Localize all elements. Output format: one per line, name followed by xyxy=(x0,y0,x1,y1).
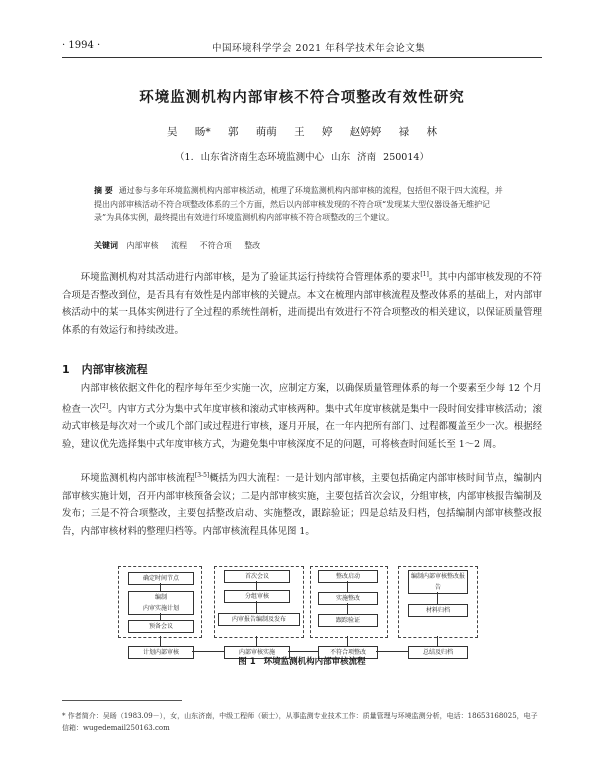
connector xyxy=(288,651,318,652)
connector xyxy=(192,651,224,652)
intro-text: 环境监测机构对其活动进行内部审核，是为了验证其运行持续符合管理体系的要求 xyxy=(80,272,421,284)
figure-caption xyxy=(62,655,542,667)
para2-text: 环境监测机构内部审核流程 xyxy=(80,473,195,485)
figure-number: 图 1 xyxy=(238,657,256,667)
keyword: 不符合项 xyxy=(199,241,232,250)
section-number: 1 xyxy=(62,363,70,376)
paper-title: 环境监测机构内部审核不符合项整改有效性研究 xyxy=(139,90,465,106)
keyword: 整改 xyxy=(244,241,261,250)
authors: 吴 旸* 郭 萌萌 王 婷 赵婷婷 禄 林 xyxy=(167,126,437,138)
connector xyxy=(160,636,161,646)
keywords xyxy=(94,240,510,251)
flow-label-box: 不符合项整改 xyxy=(318,646,378,659)
flow-label-box: 内部审核实施 xyxy=(224,646,290,659)
section-title: 内部审核流程 xyxy=(81,363,148,376)
connector xyxy=(437,592,438,604)
connector xyxy=(256,581,257,590)
connector xyxy=(256,636,257,646)
citation: [3-5] xyxy=(194,472,210,479)
flow-box-line: 编制 xyxy=(154,594,167,601)
flow-box: 预备会议 xyxy=(128,620,194,633)
intro-text-cont: 。其中内部审核发现的不符合项是否整改到位，是否具有有效性是内部审核的关键点。本文在梳理内部审核流程及整改体系的基础上，对内部审核活动中的某一具体实例进行了全过程的系统性剖析，进而提出有效进行不符合项整改的相关建议，以保证质量管理体系的有效运行和持续改进。 xyxy=(62,272,542,336)
flow-box-line: 内审实施计划 xyxy=(142,605,179,612)
flow-box xyxy=(128,591,194,615)
para1-text: 内部审核依据文件化的程序每年至少实施一次，应制定方案，以确保质量管理体系的每一个要素至少每 12 个月检查一次 xyxy=(62,383,542,415)
figure-caption-text: 环境监测机构内部审核流程 xyxy=(263,657,366,667)
page-number: · 1994 · xyxy=(62,40,101,51)
section-heading xyxy=(62,361,148,377)
connector xyxy=(347,603,348,614)
flow-label-box: 计划内部审核 xyxy=(128,646,194,659)
paragraph-2 xyxy=(62,467,542,541)
flow-box: 确定时间节点 xyxy=(128,572,194,585)
abstract-text: 通过参与多年环境监测机构内部审核活动，梳理了环境监测机构内部审核的流程，包括但不限于四大流程，并提出内部审核活动不符合项整改体系的三个方面，然后以内部审核发现的不符合项“发现某大型仪器设备无维护记录”为具体实例，最终提出有效进行环境监测机构内部审核不符合项整改的三个建议。 xyxy=(94,186,503,223)
connector xyxy=(347,581,348,592)
keyword: 内部审核 xyxy=(126,241,159,250)
flow-box: 实施整改 xyxy=(318,592,378,605)
intro-paragraph xyxy=(62,266,542,340)
flow-box: 首次会议 xyxy=(224,570,290,583)
connector xyxy=(256,601,257,613)
flow-box: 跟踪验证 xyxy=(318,614,378,627)
running-title: 中国环境科学学会 2021 年科学技术年会论文集 xyxy=(212,43,426,54)
abstract xyxy=(94,184,510,225)
connector xyxy=(376,651,408,652)
flow-box: 整改启动 xyxy=(318,570,378,583)
flow-box: 材料归档 xyxy=(408,604,468,617)
flow-label-box: 总结及归档 xyxy=(408,646,468,659)
connector xyxy=(160,583,161,591)
paragraph-1 xyxy=(62,380,542,454)
para2-text-cont: 概括为四大流程：一是计划内部审核，主要包括确定内部审核时间节点，编制内部审核实施计划，召开内部审核预备会议；二是内部审核实施，主要包括首次会议，分组审核，内部审核报告编制及发布；三是不符合项整改，主要包括整改启动、实施整改，跟踪验证；四是总结及归档，包括编制内部审核整改报告，内部审核材料的整理归档等。内部审核流程具体见图 1。 xyxy=(62,473,542,537)
keywords-label: 关键词 xyxy=(94,241,118,250)
flow-box: 内审报告编制及发布 xyxy=(218,613,300,626)
flowchart xyxy=(116,566,486,686)
keyword: 流程 xyxy=(171,241,188,250)
footnote: * 作者简介：吴旸（1983.09－），女，山东济南，中级工程师（硕士），从事监测专业技术工作：质量管理与环境监测分析，电话：18653168025，电子信箱：wugedemail250163.com xyxy=(62,712,538,732)
header-rule xyxy=(62,57,542,58)
connector xyxy=(437,636,438,646)
footnote-rule xyxy=(62,700,182,701)
flow-box: 分组审核 xyxy=(224,590,290,603)
flow-box: 编制内部审核整改报告 xyxy=(408,570,468,594)
citation: [1] xyxy=(420,271,429,278)
connector xyxy=(347,636,348,646)
abstract-label: 摘 要 xyxy=(94,186,113,195)
para1-text-cont: 。内审方式分为集中式年度审核和滚动式审核两种。集中式年度审核就是集中一段时间安排审核活动；滚动式审核是每次对一个或几个部门或过程进行审核，逐月开展，在一年内把所有部门、过程都覆盖至少一次。根据经验，建议优先选择集中式年度审核方式，为避免集中审核深度不足的问题，可将核查时间延长至 1～2 周。 xyxy=(62,403,542,450)
citation: [2] xyxy=(99,402,109,410)
page-header xyxy=(62,40,542,54)
affiliation: （1. 山东省济南生态环境监测中心 山东 济南 250014） xyxy=(175,152,429,163)
connector xyxy=(160,613,161,620)
